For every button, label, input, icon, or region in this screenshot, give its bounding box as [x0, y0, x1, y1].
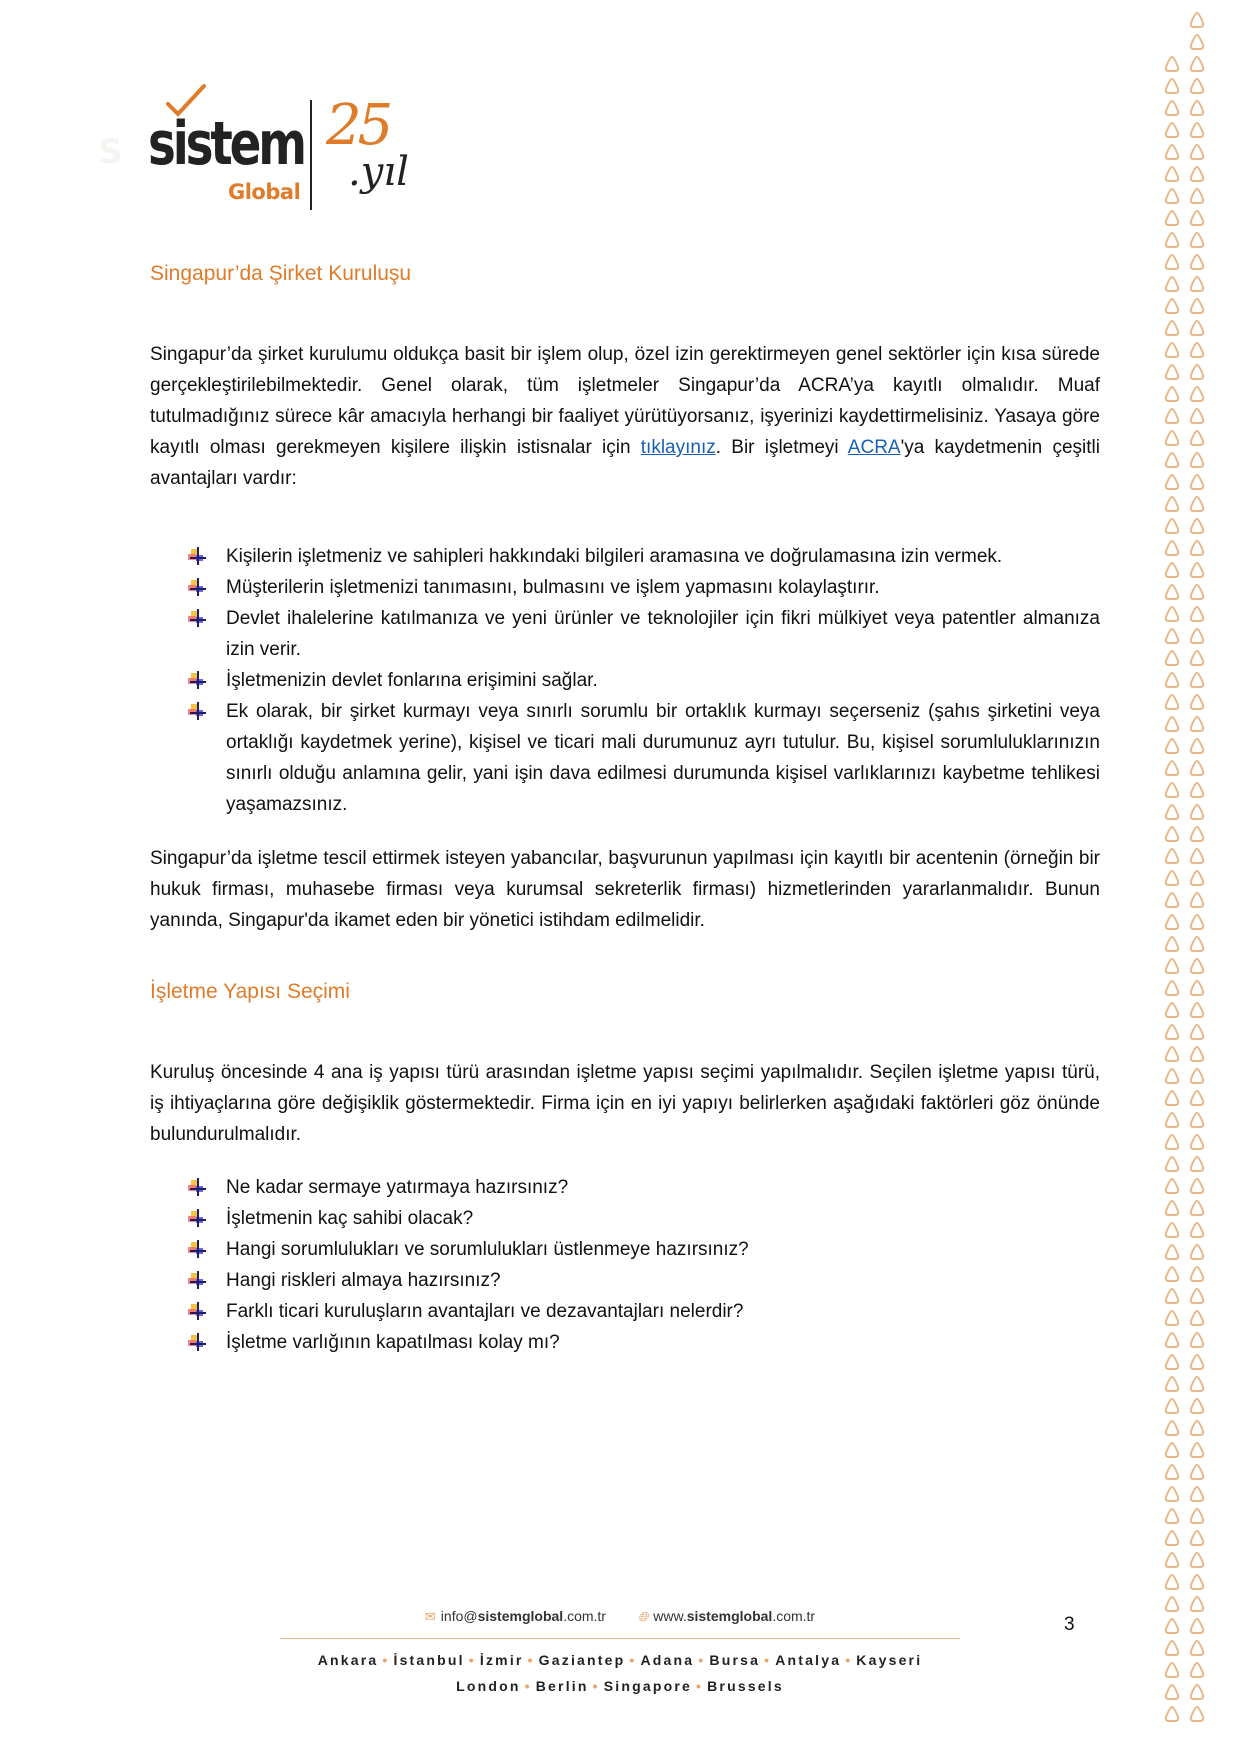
intro-text-1: Singapur’da şirket kurulumu oldukça basit bir işlem olup, özel izin gerektirmeyen genel sektörler için kısa sürede gerçekleştirilebilmektedir. Genel olarak, tüm işletmeler Singapur’da ACRA’ya kayıtlı olmalıdır. Muaf tutulmadığınız sürece kâr amacıyla herhangi bir faaliyet yürütüyorsanız, işyerinizi kaydettirmelisiniz. Yasaya göre kayıtlı olması gerekmeyen kişilere ilişkin istisnalar için: [150, 344, 1100, 458]
intro-paragraph: [150, 339, 1100, 494]
list-item: Kişilerin işletmeniz ve sahipleri hakkındaki bilgileri aramasına ve doğrulamasına izin vermek.: [188, 541, 1100, 572]
list-item: İşletme varlığının kapatılması kolay mı?: [188, 1327, 1100, 1358]
list-item: Hangi sorumlulukları ve sorumlulukları üstlenmeye hazırsınız?: [188, 1234, 1100, 1265]
foreigners-paragraph: Singapur’da işletme tescil ettirmek isteyen yabancılar, başvurunun yapılması için kayıtlı bir acentenin (örneğin bir hukuk firması, muhasebe firması veya kurumsal sekreterlik firması) hizmetlerinden yararlanmalıdır. Bunun yanında, Singapur'da ikamet eden bir yönetici istihdam edilmelidir.: [150, 848, 1100, 931]
office-cities-row-2: [280, 1673, 960, 1699]
cross-bullet-icon: [188, 547, 206, 565]
page-footer: [280, 1608, 960, 1699]
city-name: Brussels: [707, 1678, 784, 1694]
city-name: Kayseri: [856, 1652, 923, 1668]
cross-bullet-icon: [188, 671, 206, 689]
city-name: İzmir: [479, 1652, 524, 1668]
anniversary-number: 25: [326, 93, 390, 158]
logo-sub-text: Global: [228, 180, 301, 204]
ghost-logo-mark: S: [98, 132, 123, 172]
cross-bullet-icon: [188, 1240, 206, 1258]
logo-divider: [310, 100, 312, 210]
email-link[interactable]: ✉ info@sistemglobal.com.tr: [424, 1608, 606, 1624]
cross-bullet-icon: [188, 609, 206, 627]
footer-divider: [280, 1638, 960, 1639]
separator-dot: •: [845, 1652, 853, 1668]
list-item: İşletmenizin devlet fonlarına erişimini sağlar.: [188, 665, 1100, 696]
city-name: Bursa: [709, 1652, 761, 1668]
city-name: Adana: [640, 1652, 695, 1668]
cross-bullet-icon: [188, 1333, 206, 1351]
city-name: Antalya: [775, 1652, 842, 1668]
city-name: İstanbul: [393, 1652, 465, 1668]
separator-dot: •: [698, 1652, 706, 1668]
cross-bullet-icon: [188, 702, 206, 720]
cross-bullet-icon: [188, 1302, 206, 1320]
city-name: London: [456, 1678, 521, 1694]
section-heading-business-structure: İşletme Yapısı Seçimi: [150, 980, 350, 1003]
intro-text-3: 'ya kaydetmenin çeşitli avantajları vardır:: [150, 437, 1100, 489]
separator-dot: •: [382, 1652, 390, 1668]
separator-dot: •: [696, 1678, 704, 1694]
anniversary-suffix: .yıl: [348, 149, 409, 195]
city-name: Ankara: [317, 1652, 379, 1668]
website-link[interactable]: 🌐︎ www.sistemglobal.com.tr: [637, 1608, 816, 1624]
structure-paragraph: Kuruluş öncesinde 4 ana iş yapısı türü arasından işletme yapısı seçimi yapılmalıdır. Seçilen işletme yapısı türü, iş ihtiyaçlarına göre değişiklik göstermektedir. Firma için en iyi yapıyı belirlerken aşağıdaki faktörleri göz önünde bulundurulmalıdır.: [150, 1062, 1100, 1145]
intro-text-2: . Bir işletmeyi: [715, 437, 848, 458]
city-name: Gaziantep: [538, 1652, 626, 1668]
list-item: Ne kadar sermaye yatırmaya hazırsınız?: [188, 1172, 1100, 1203]
city-name: Singapore: [603, 1678, 693, 1694]
factors-list: [188, 1172, 1100, 1358]
page-number: 3: [1064, 1614, 1075, 1635]
list-item: Hangi riskleri almaya hazırsınız?: [188, 1265, 1100, 1296]
cross-bullet-icon: [188, 1209, 206, 1227]
company-logo: [140, 84, 440, 214]
acra-link[interactable]: ACRA: [847, 437, 901, 458]
section-heading-company-setup: Singapur’da Şirket Kuruluşu: [150, 262, 412, 285]
list-item: Müşterilerin işletmenizi tanımasını, bulmasını ve işlem yapmasını kolaylaştırır.: [188, 572, 1100, 603]
list-item: Farklı ticari kuruluşların avantajları ve dezavantajları nelerdir?: [188, 1296, 1100, 1327]
logo-brand-text: sistem: [148, 109, 304, 179]
separator-dot: •: [629, 1652, 637, 1668]
exceptions-link[interactable]: tıklayınız: [640, 437, 716, 458]
separator-dot: •: [527, 1652, 535, 1668]
cross-bullet-icon: [188, 578, 206, 596]
list-item: Devlet ihalelerine katılmanıza ve yeni ürünler ve teknolojiler için fikri mülkiyet veya patentler almanıza izin verir.: [188, 603, 1100, 665]
separator-dot: •: [764, 1652, 772, 1668]
list-item: İşletmenin kaç sahibi olacak?: [188, 1203, 1100, 1234]
contact-line: [280, 1608, 960, 1630]
separator-dot: •: [524, 1678, 532, 1694]
office-cities-row-1: [280, 1647, 960, 1673]
list-item: Ek olarak, bir şirket kurmayı veya sınırlı sorumlu bir ortaklık kurmayı seçerseniz (şahıs şirketini veya ortaklığı kaydetmek yerine), kişisel ve ticari mali durumunuz ayrı tutulur. Bu, kişisel sorumluluklarınızın sınırlı olduğu anlamına gelir, yani işin dava edilmesi durumunda kişisel varlıklarınızı kaybetme tehlikesi yaşamazsınız.: [188, 696, 1100, 820]
envelope-icon: ✉: [424, 1609, 436, 1624]
cross-bullet-icon: [188, 1271, 206, 1289]
separator-dot: •: [592, 1678, 600, 1694]
separator-dot: •: [468, 1652, 476, 1668]
cross-bullet-icon: [188, 1178, 206, 1196]
city-name: Berlin: [535, 1678, 589, 1694]
advantages-list: [188, 541, 1100, 820]
globe-icon: 🌐︎: [637, 1609, 649, 1624]
